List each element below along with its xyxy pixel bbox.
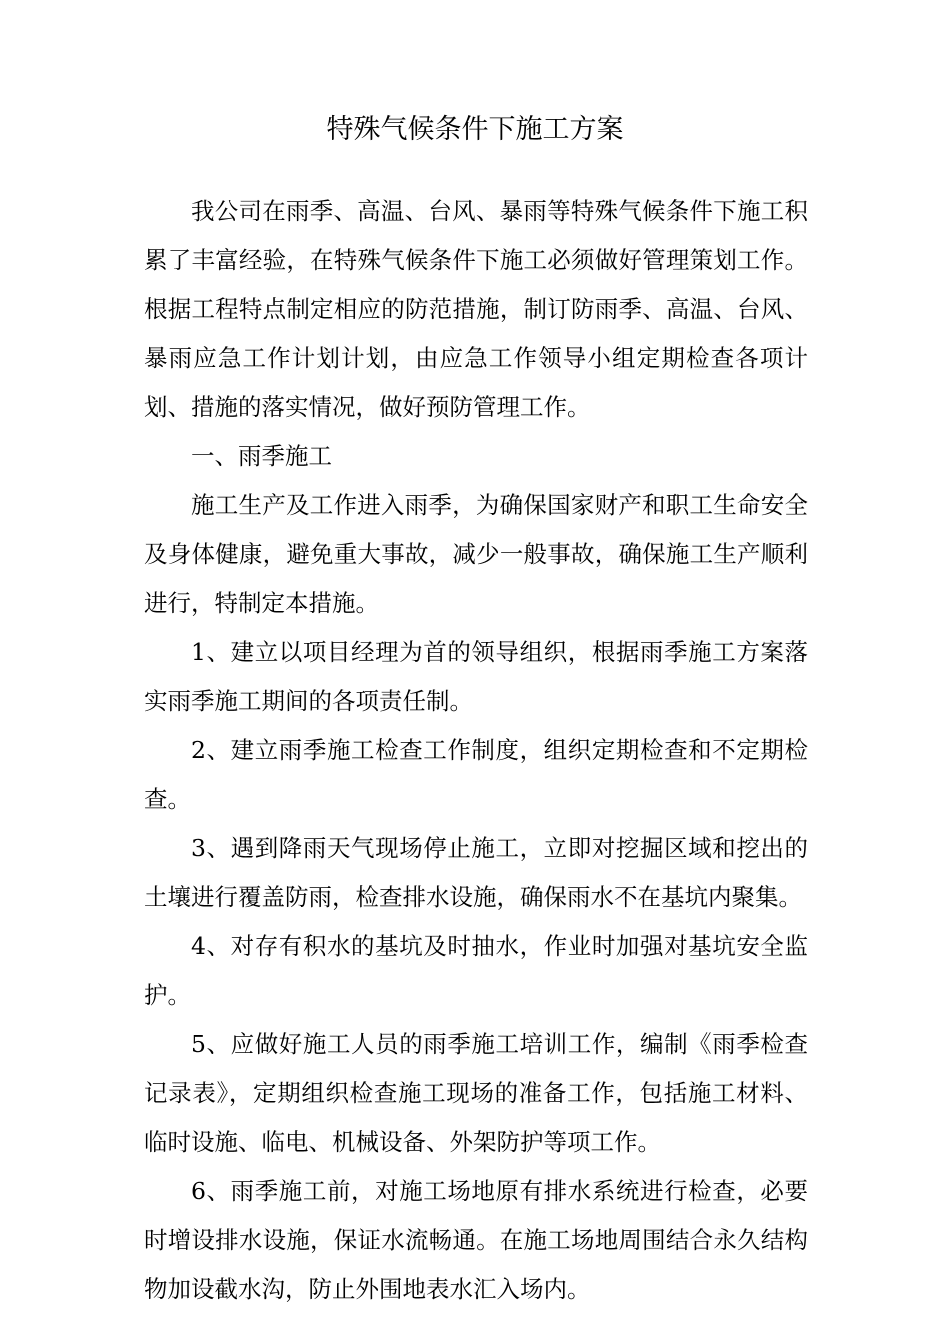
measure-item-2: 2、建立雨季施工检查工作制度，组织定期检查和不定期检查。 (144, 736, 808, 813)
measure-item-3: 3、遇到降雨天气现场停止施工，立即对挖掘区域和挖出的土壤进行覆盖防雨，检查排水设施，确保雨水不在基坑内聚集。 (144, 834, 808, 911)
measure-item-5: 5、应做好施工人员的雨季施工培训工作，编制《雨季检查记录表》，定期组织检查施工现场的准备工作，包括施工材料、临时设施、临电、机械设备、外架防护等项工作。 (144, 1030, 808, 1156)
intro-paragraph: 我公司在雨季、高温、台风、暴雨等特殊气候条件下施工积累了丰富经验，在特殊气候条件下施工必须做好管理策划工作。根据工程特点制定相应的防范措施，制订防雨季、高温、台风、暴雨应急工作计划计划，由应急工作领导小组定期检查各项计划、措施的落实情况，做好预防管理工作。 (144, 197, 808, 421)
measure-item-1: 1、建立以项目经理为首的领导组织，根据雨季施工方案落实雨季施工期间的各项责任制。 (144, 638, 808, 715)
document-title: 特殊气候条件下施工方案 (326, 114, 624, 145)
measure-item-4: 4、对存有积水的基坑及时抽水，作业时加强对基坑安全监护。 (144, 932, 808, 1009)
document-body (144, 187, 808, 1314)
section-heading-rainy-season: 一、雨季施工 (191, 442, 332, 470)
rainy-season-intro-paragraph: 施工生产及工作进入雨季，为确保国家财产和职工生命安全及身体健康，避免重大事故，减少一般事故，确保施工生产顺利进行，特制定本措施。 (144, 491, 808, 617)
measure-item-6: 6、雨季施工前，对施工场地原有排水系统进行检查，必要时增设排水设施，保证水流畅通。在施工场地周围结合永久结构物加设截水沟，防止外围地表水汇入场内。 (144, 1177, 808, 1303)
